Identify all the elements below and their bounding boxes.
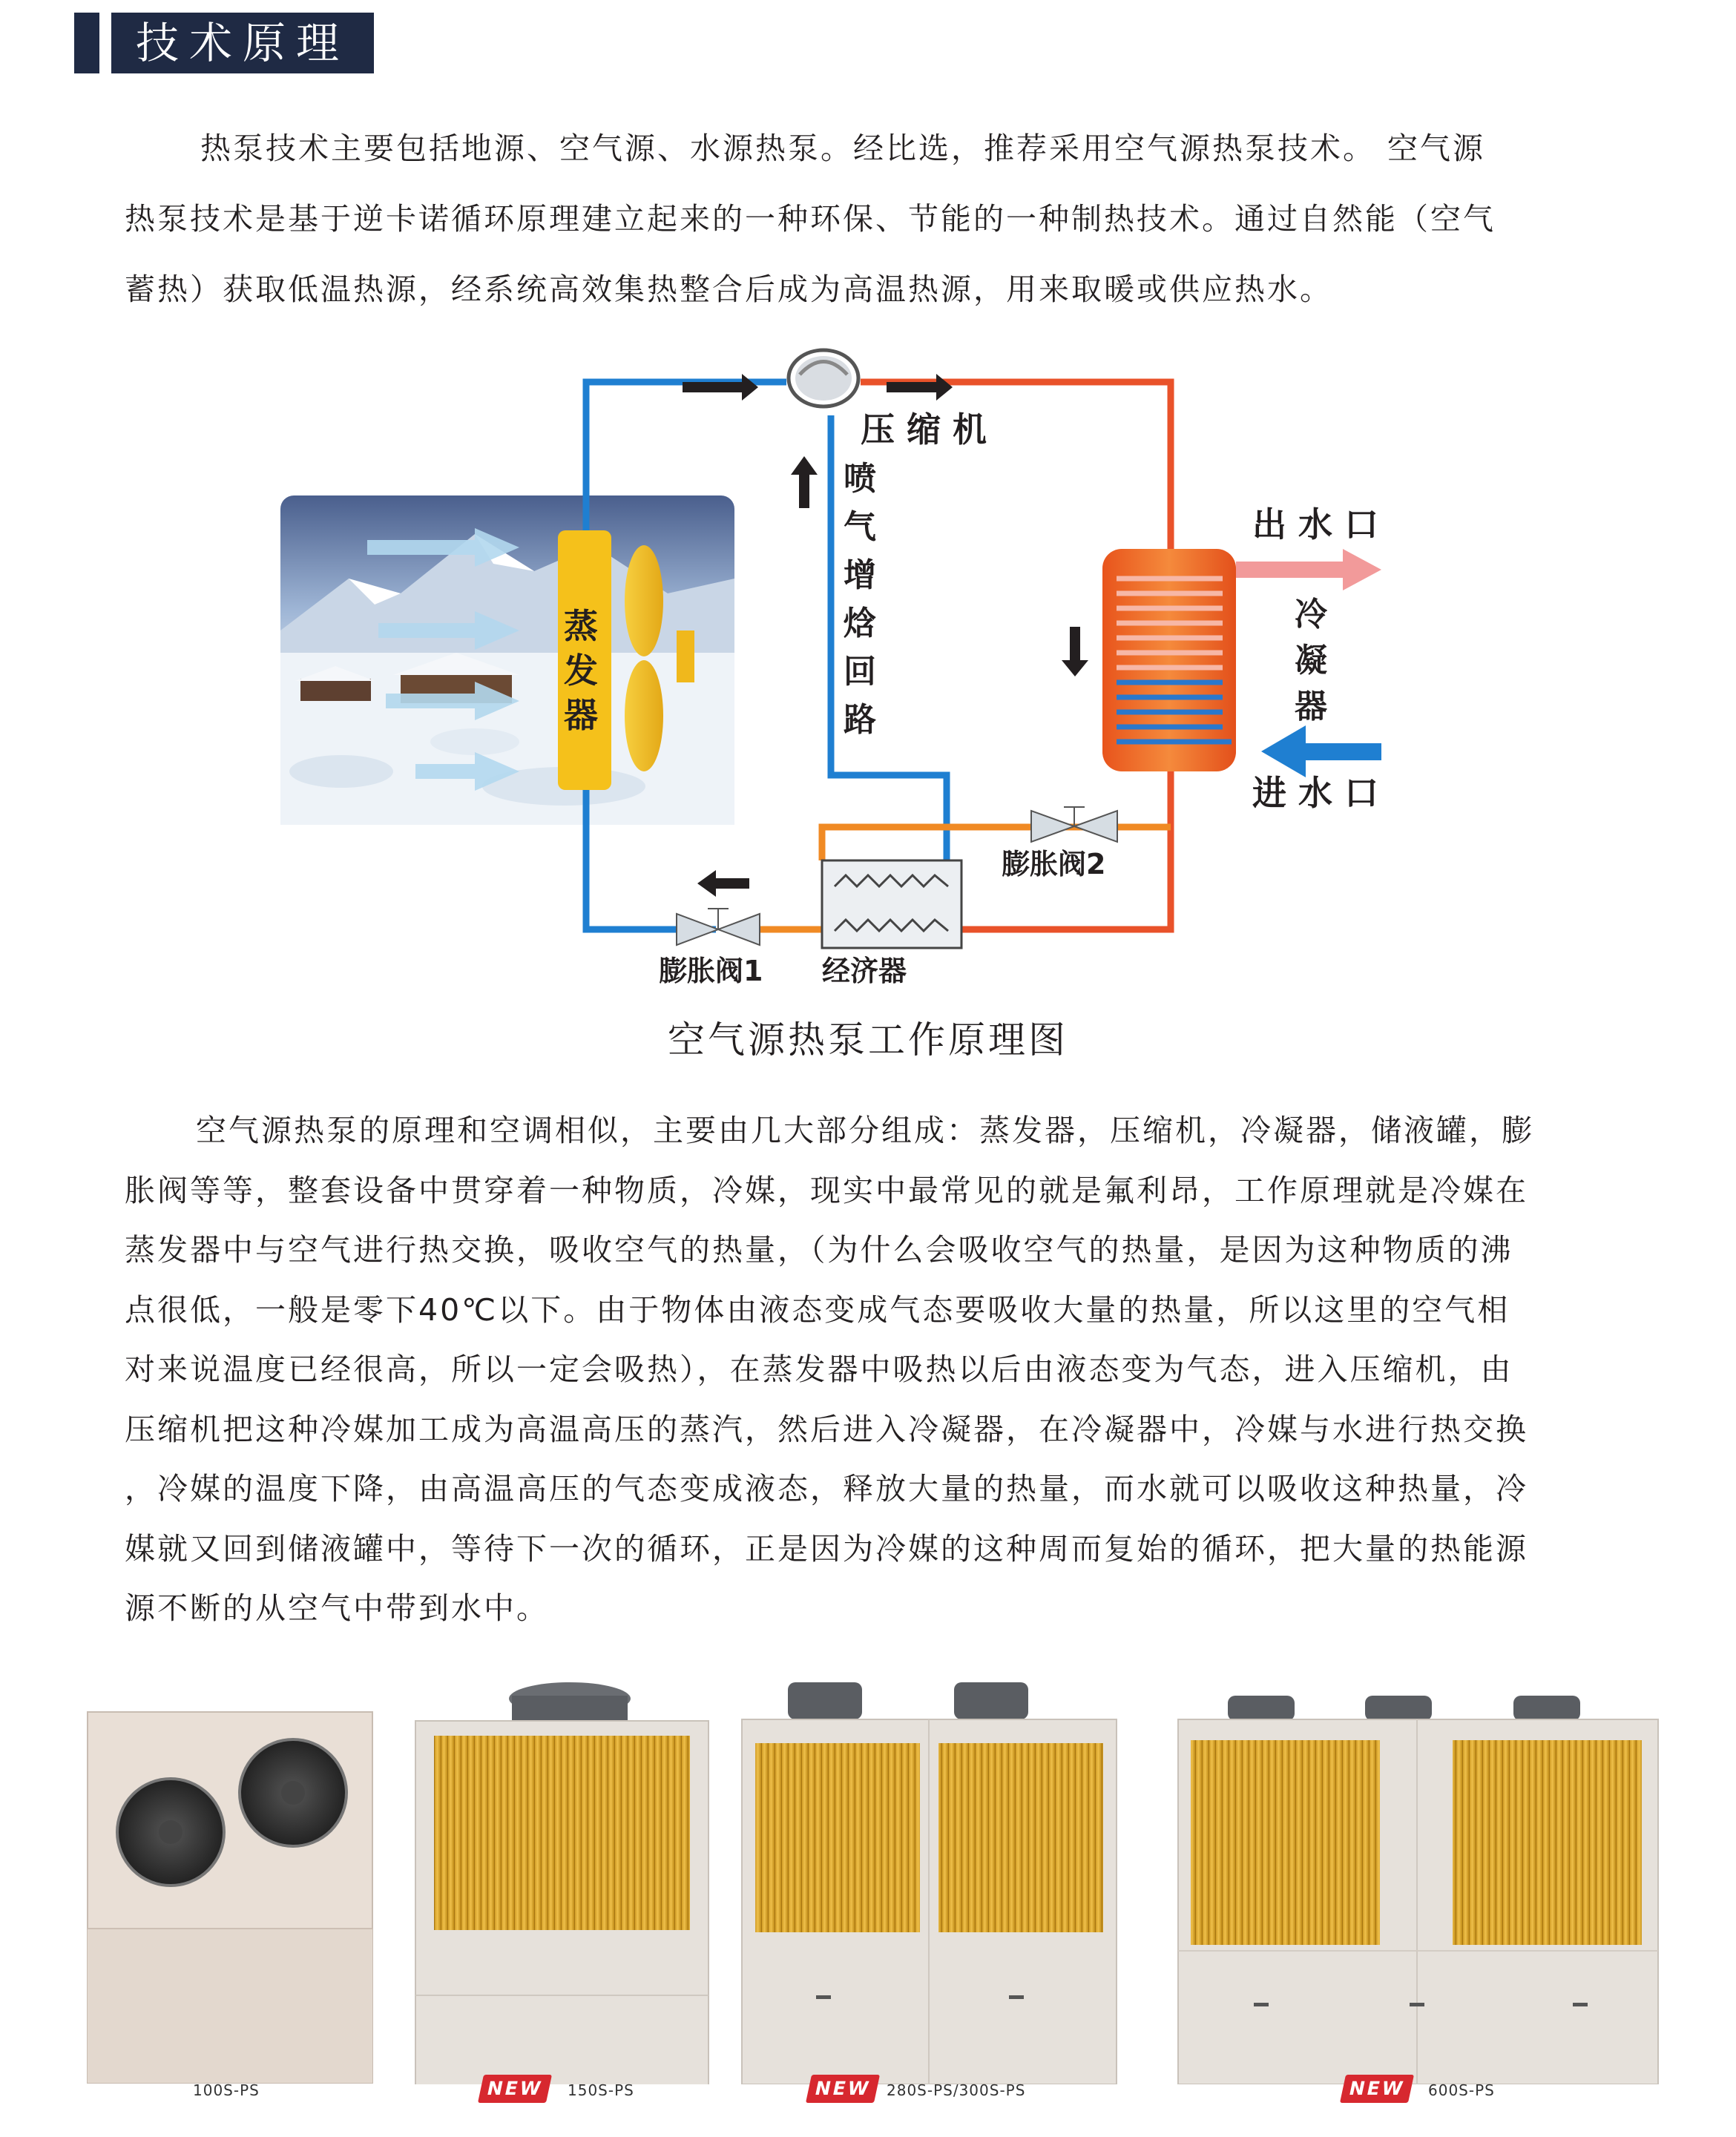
injection-label-3: 增: [844, 556, 876, 594]
condenser-label-2: 凝: [1295, 642, 1327, 679]
injection-label-1: 喷: [844, 460, 876, 498]
body-line-6: 压缩机把这种冷媒加工成为高温高压的蒸汽，然后进入冷凝器，在冷凝器中，冷媒与水进行热交换: [125, 1412, 1528, 1447]
injection-label-4: 焓: [844, 605, 876, 642]
evaporator-label-2: 发: [564, 651, 598, 691]
water-out-arrow: [1236, 549, 1381, 590]
intro-line-1: 热泵技术主要包括地源、空气源、水源热泵。经比选，推荐采用空气源热泵技术。 空气源: [200, 131, 1486, 166]
model-label-280s-300s: 280S-PS/300S-PS: [887, 2081, 1026, 2099]
diagram-caption: 空气源热泵工作原理图: [668, 1018, 1068, 1061]
injection-label-6: 路: [844, 701, 876, 739]
economizer-icon: [822, 860, 961, 948]
injection-label-2: 气: [844, 508, 876, 546]
body-line-1: 空气源热泵的原理和空调相似，主要由几大部分组成：蒸发器，压缩机，冷凝器，储液罐，膨: [196, 1113, 1534, 1148]
product-600S-PS-image: [1178, 1696, 1658, 2084]
body-line-3: 蒸发器中与空气进行热交换，吸收空气的热量，（为什么会吸收空气的热量，是因为这种物质的沸: [125, 1232, 1513, 1268]
new-badge: NEW: [806, 2075, 880, 2103]
body-line-5: 对来说温度已经很高，所以一定会吸热），在蒸发器中吸热以后由液态变为气态，进入压缩机，由: [125, 1351, 1513, 1387]
expansion-valve-1-label: 膨胀阀1: [659, 955, 763, 987]
direction-arrows: [683, 374, 1088, 897]
compressor-label: 压 缩 机: [861, 409, 987, 450]
intro-line-2: 热泵技术是基于逆卡诺循环原理建立起来的一种环保、节能的一种制热技术。通过自然能（空气: [125, 201, 1496, 237]
compressor-icon: [789, 350, 858, 406]
intro-line-3: 蓄热）获取低温热源，经系统高效集热整合后成为高温热源，用来取暖或供应热水。: [125, 271, 1332, 307]
injection-label-5: 回: [844, 653, 876, 691]
model-label-150s: 150S-PS: [568, 2081, 634, 2099]
expansion-valve-2-icon: [1031, 807, 1117, 842]
new-badge: NEW: [478, 2075, 552, 2103]
product-100S-PS-image: [88, 1712, 372, 2083]
water-in-label: 进 水 口: [1252, 773, 1379, 813]
header-accent-bar: [74, 13, 99, 73]
body-line-7: ，冷媒的温度下降，由高温高压的气态变成液态，释放大量的热量，而水就可以吸收这种热量，冷: [125, 1471, 1528, 1507]
evaporator-label-1: 蒸: [564, 606, 598, 646]
heat-pump-diagram: [274, 341, 1476, 994]
economizer-label: 经济器: [822, 955, 907, 987]
evaporator-label-3: 器: [564, 695, 598, 735]
product-images: [0, 1662, 1736, 2084]
expansion-valve-1-icon: [677, 909, 760, 945]
model-label-100s: 100S-PS: [193, 2081, 260, 2099]
body-line-9: 源不断的从空气中带到水中。: [125, 1590, 549, 1626]
product-280S-PS-300S-PS-image: [742, 1682, 1117, 2084]
condenser-label-3: 器: [1295, 688, 1327, 725]
water-out-label: 出 水 口: [1252, 504, 1379, 544]
water-in-arrow: [1261, 725, 1381, 777]
expansion-valve-2-label: 膨胀阀2: [1002, 848, 1106, 880]
model-label-600s: 600S-PS: [1428, 2081, 1495, 2099]
condenser-tank: [1102, 549, 1236, 771]
product-150S-PS-image: [415, 1682, 708, 2084]
body-line-4: 点很低，一般是零下40℃以下。由于物体由液态变成气态要吸收大量的热量，所以这里的空气相: [125, 1292, 1510, 1328]
condenser-label-1: 冷: [1295, 596, 1327, 633]
new-badge: NEW: [1340, 2075, 1414, 2103]
body-line-2: 胀阀等等，整套设备中贯穿着一种物质，冷媒，现实中最常见的就是氟利昂，工作原理就是冷媒在: [125, 1173, 1528, 1208]
page-title: 技术原理: [135, 18, 349, 68]
body-line-8: 媒就又回到储液罐中，等待下一次的循环，正是因为冷媒的这种周而复始的循环，把大量的热能源: [125, 1531, 1528, 1567]
